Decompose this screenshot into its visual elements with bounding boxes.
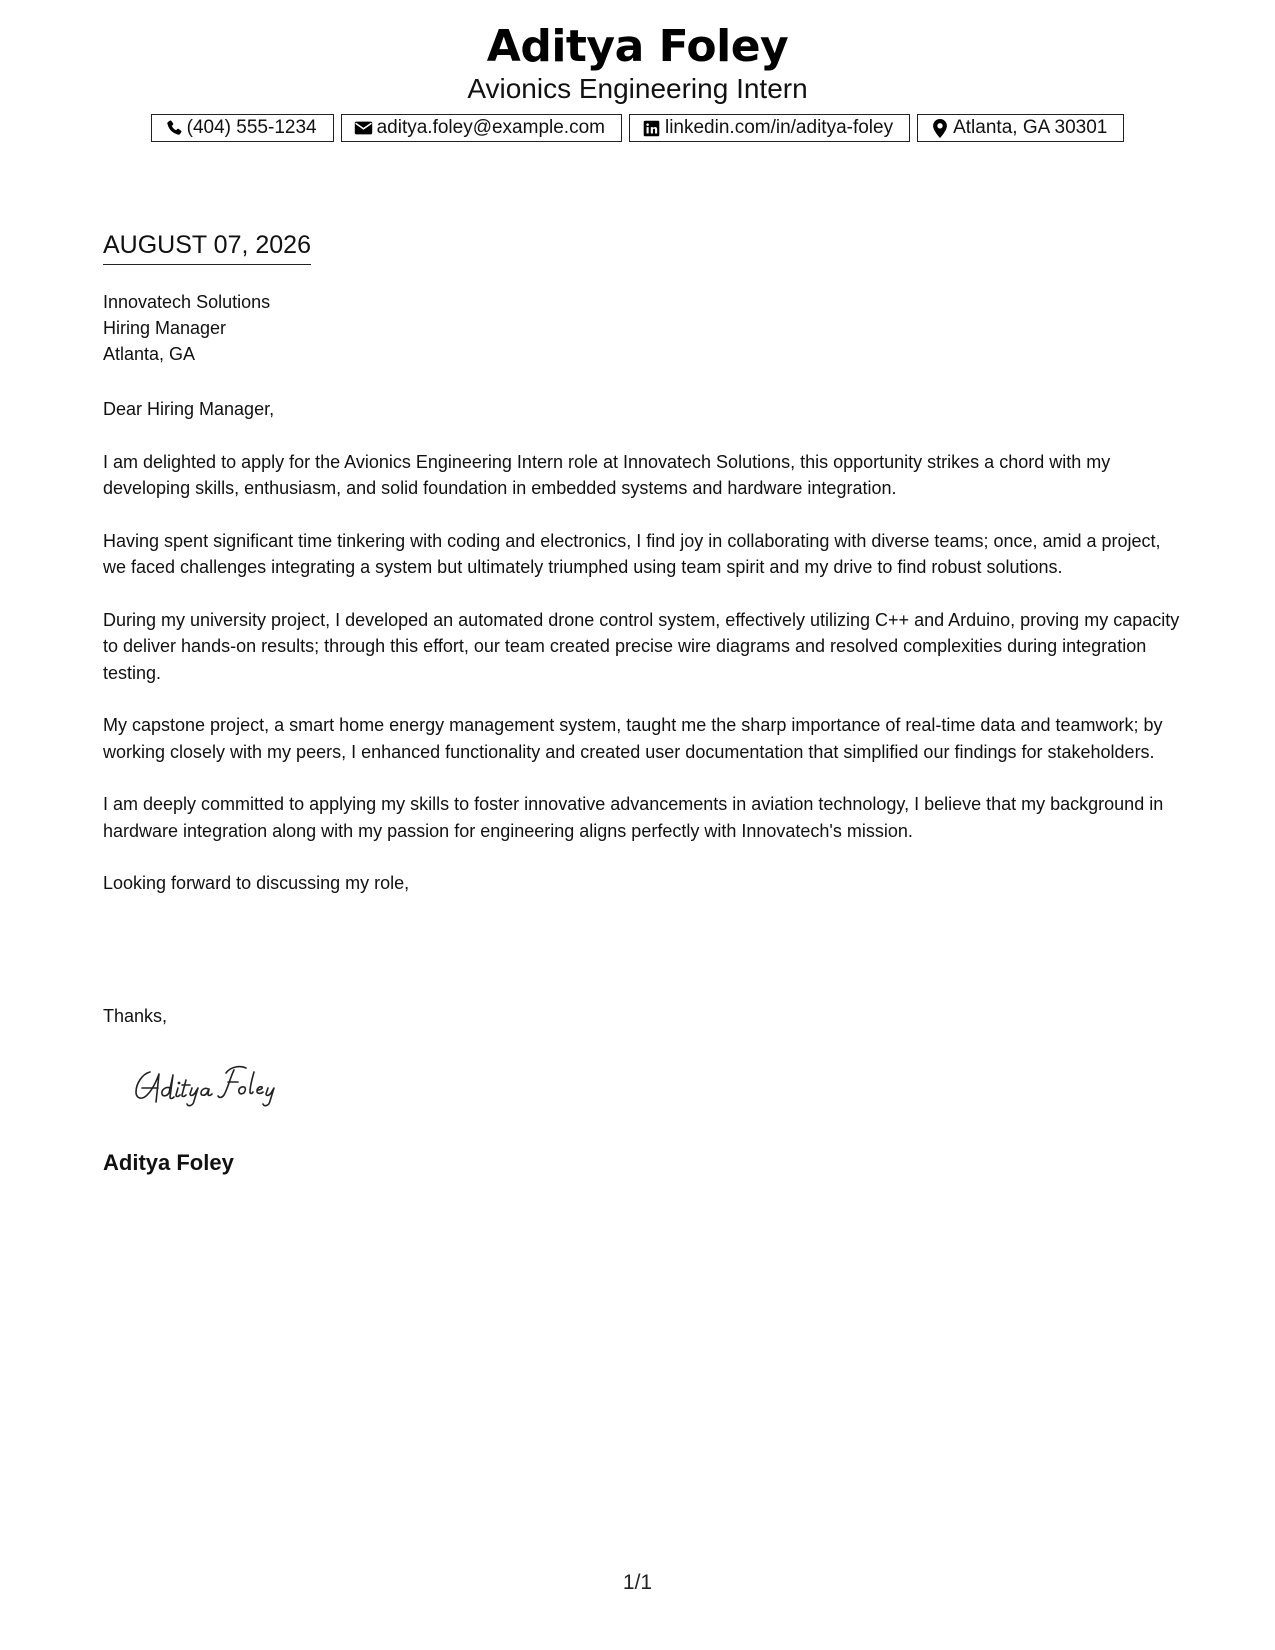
sign-off: Thanks,: [103, 1006, 168, 1026]
handwritten-signature: [128, 1058, 338, 1110]
body-paragraph: My capstone project, a smart home energy management system, taught me the sharp importance of real-time data and teamwork; by working closely with my peers, I enhanced functionality and created user documentation that simplified our findings for stakeholders.: [103, 715, 1163, 762]
contact-linkedin: [629, 114, 910, 142]
body-paragraph: Having spent significant time tinkering with coding and electronics, I find joy in collaborating with diverse teams; once, amid a project, we faced challenges integrating a system but ultimately triumphed using team spirit and my drive to find robust solutions.: [103, 530, 1161, 577]
envelope-icon: [354, 118, 374, 138]
linkedin-icon: [642, 118, 662, 138]
letter-date: AUGUST 07, 2026: [103, 228, 311, 265]
body-paragraph: I am delighted to apply for the Avionics Engineering Intern role at Innovatech Solutions, this opportunity strikes a chord with my developing skills, enthusiasm, and solid foundation in embedded systems and hardware integration.: [103, 451, 1111, 498]
recipient-role: Hiring Manager: [103, 318, 227, 338]
page-number: 1/1: [622, 1571, 653, 1594]
applicant-name: Aditya Foley: [486, 21, 789, 72]
contact-phone: [151, 114, 334, 142]
location-text: Atlanta, GA 30301: [953, 117, 1108, 138]
contact-location: [917, 114, 1124, 142]
salutation: Dear Hiring Manager,: [103, 399, 275, 419]
contact-email: [341, 114, 622, 142]
body-paragraph: During my university project, I developed an automated drone control system, effectively utilizing C++ and Arduino, proving my capacity to deliver hands-on results; through this effort, our team created precise wire diagrams and resolved complexities during integration testing.: [103, 609, 1180, 683]
signed-name: Aditya Foley: [103, 1150, 234, 1175]
recipient-block: [103, 289, 270, 367]
letter-body: [103, 396, 1183, 923]
phone-text: (404) 555-1234: [186, 117, 317, 138]
recipient-company: Innovatech Solutions: [103, 292, 271, 312]
applicant-title: Avionics Engineering Intern: [467, 73, 808, 104]
linkedin-text: linkedin.com/in/aditya-foley: [664, 117, 894, 138]
closing-line: Looking forward to discussing my role,: [103, 873, 410, 893]
contact-bar: [0, 114, 1275, 142]
email-text: aditya.foley@example.com: [376, 117, 605, 138]
map-marker-icon: [930, 118, 950, 138]
letter-header: [0, 20, 1275, 106]
recipient-location: Atlanta, GA: [103, 344, 196, 364]
phone-icon: [164, 118, 184, 138]
body-paragraph: I am deeply committed to applying my skills to foster innovative advancements in aviation technology, I believe that my background in hardware integration along with my passion for engineering aligns perfectly with Innovatech's mission.: [103, 794, 1164, 841]
